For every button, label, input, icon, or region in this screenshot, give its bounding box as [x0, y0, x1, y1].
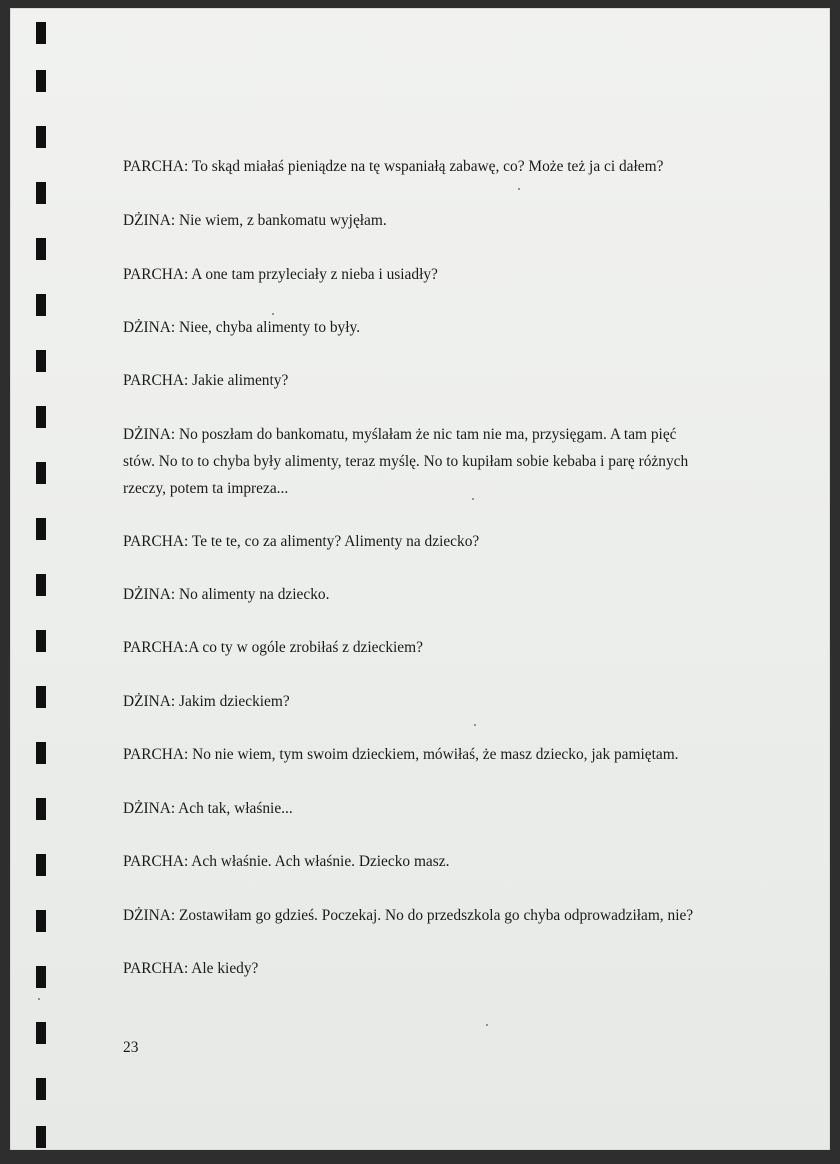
binding-hole [36, 742, 46, 764]
dialogue-line: DŻINA: Niee, chyba alimenty to były. [123, 319, 361, 336]
binding-hole [36, 126, 46, 148]
binding-hole [36, 350, 46, 372]
dialogue-line: PARCHA: To skąd miałaś pieniądze na tę wspaniałą zabawę, co? Może też ja ci dałem? [123, 158, 664, 175]
dialogue-line: PARCHA: A one tam przyleciały z nieba i usiadły? [123, 266, 438, 283]
binding-hole [36, 798, 46, 820]
binding-hole [36, 686, 46, 708]
binding-hole [36, 1078, 46, 1100]
binding-hole [36, 238, 46, 260]
binding-hole [36, 22, 46, 44]
binding-hole [36, 462, 46, 484]
binding-hole [36, 1126, 46, 1148]
scan-speck [38, 998, 40, 1000]
binding-hole [36, 966, 46, 988]
dialogue-line: rzeczy, potem ta impreza... [123, 480, 289, 497]
dialogue-line: DŻINA: Jakim dzieckiem? [123, 693, 290, 710]
dialogue-line: PARCHA:A co ty w ogóle zrobiłaś z dzieckiem? [123, 639, 423, 656]
dialogue-line: DŻINA: No alimenty na dziecko. [123, 586, 330, 603]
scan-speck [486, 1024, 488, 1026]
scan-speck [518, 188, 520, 190]
dialogue-line: PARCHA: Ale kiedy? [123, 960, 259, 977]
dialogue-line: PARCHA: No nie wiem, tym swoim dzieckiem, mówiłaś, że masz dziecko, jak pamiętam. [123, 746, 679, 763]
dialogue-line: stów. No to to chyba były alimenty, teraz myślę. No to kupiłam sobie kebaba i parę różnych [123, 453, 689, 470]
scan-speck [474, 724, 476, 726]
dialogue-line: DŻINA: Nie wiem, z bankomatu wyjęłam. [123, 212, 387, 229]
binding-hole [36, 910, 46, 932]
binding-hole [36, 630, 46, 652]
binding-hole [36, 574, 46, 596]
spiral-binding [36, 22, 50, 1152]
dialogue-line: DŻINA: No poszłam do bankomatu, myślałam że nic tam nie ma, przysięgam. A tam pięć [123, 426, 677, 443]
binding-hole [36, 1022, 46, 1044]
binding-hole [36, 182, 46, 204]
scan-speck [472, 498, 474, 500]
binding-hole [36, 518, 46, 540]
binding-hole [36, 854, 46, 876]
dialogue-line: DŻINA: Zostawiłam go gdzieś. Poczekaj. No do przedszkola go chyba odprowadziłam, nie? [123, 907, 694, 924]
binding-hole [36, 70, 46, 92]
binding-hole [36, 406, 46, 428]
dialogue-line: PARCHA: Jakie alimenty? [123, 372, 289, 389]
dialogue-line: PARCHA: Te te te, co za alimenty? Alimenty na dziecko? [123, 533, 480, 550]
dialogue-line: PARCHA: Ach właśnie. Ach właśnie. Dziecko masz. [123, 853, 450, 870]
binding-hole [36, 294, 46, 316]
page-number: 23 [123, 1039, 139, 1056]
dialogue-line: DŻINA: Ach tak, właśnie... [123, 800, 293, 817]
